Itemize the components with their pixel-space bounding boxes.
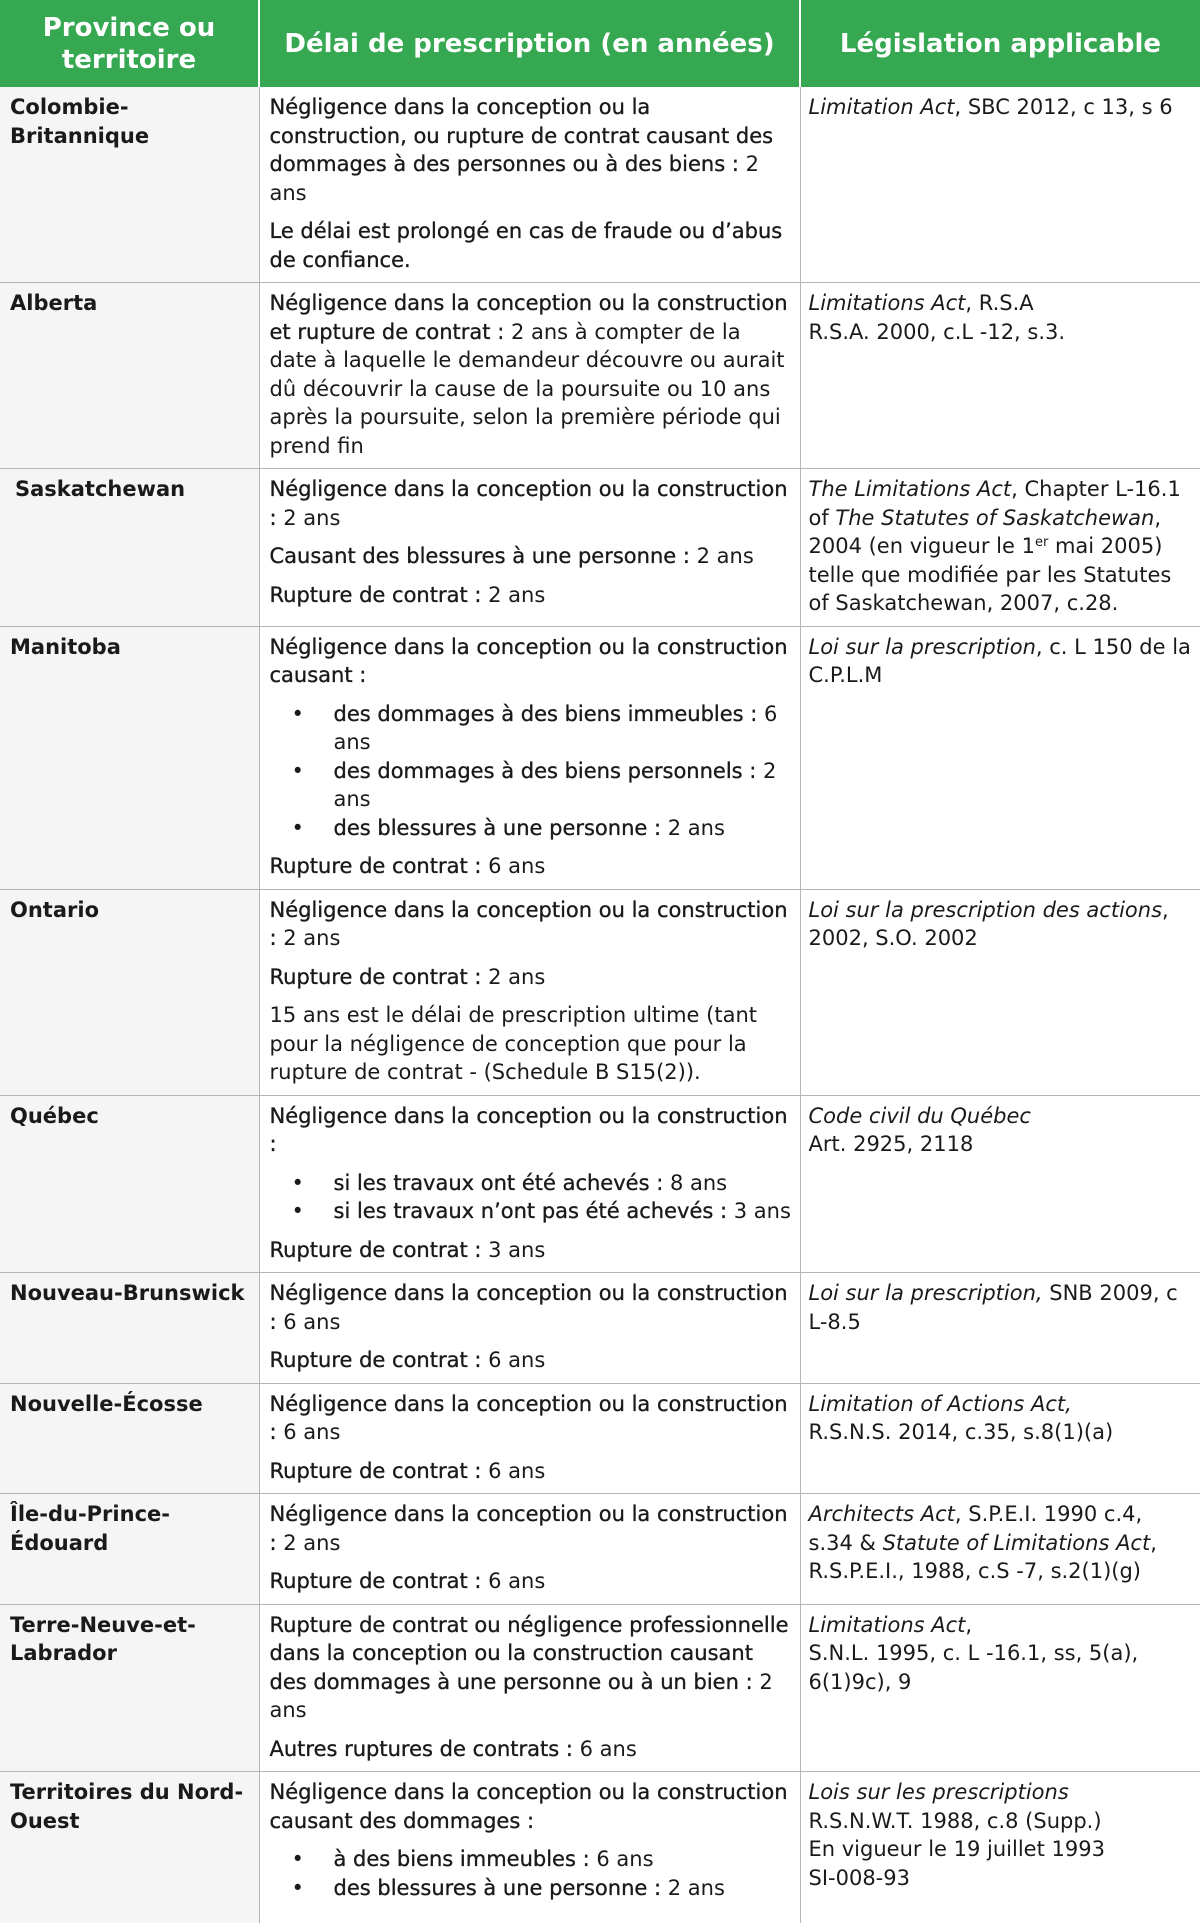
delai-value: 6 ans <box>333 701 778 754</box>
legislation-text-2: , R.S.P.E.I., 1988, c.S -7, s.2(1)(g) <box>808 1530 1157 1583</box>
delai-label: Rupture de contrat : <box>269 582 482 607</box>
delai-cell <box>259 1494 800 1605</box>
table-row <box>0 889 1200 1095</box>
delai-value: 6 ans <box>481 1569 546 1593</box>
legislation-text: , 2002, S.O. 2002 <box>808 897 1169 950</box>
delai-paragraph <box>270 963 792 992</box>
legislation-cell <box>800 1772 1200 1923</box>
legislation-text-3: mai 2005) telle que modifiée par les Statutes of Saskatchewan, 2007, c.28. <box>808 534 1172 615</box>
delai-value: 2 ans <box>333 758 777 811</box>
legislation-cell <box>800 469 1200 627</box>
legislation-title: Limitations Act <box>808 291 966 315</box>
delai-label: Négligence dans la conception ou la construction causant des dommages : <box>269 1780 788 1833</box>
list-item <box>270 1197 792 1226</box>
list-item <box>270 1845 792 1874</box>
legislation-title: Limitation of Actions Act, <box>808 1391 1072 1416</box>
delai-label: si les travaux n’ont pas été achevés : <box>333 1199 728 1223</box>
legislation-line: En vigueur le 19 juillet 1993 <box>808 1837 1105 1861</box>
delai-label: Négligence dans la conception ou la construction : <box>269 1391 788 1444</box>
province-cell: Québec <box>0 1095 259 1273</box>
delai-value: 2 ans <box>661 815 725 840</box>
legislation-cell <box>800 87 1200 283</box>
delai-value: 3 ans <box>727 1199 791 1223</box>
delai-label: Rupture de contrat : <box>269 854 482 878</box>
delai-value: 2 ans <box>481 582 546 607</box>
table-row <box>0 1383 1200 1494</box>
delai-label: Rupture de contrat ou négligence professionnelle dans la conception ou la construction causant des dommages à une personne ou à un bien : <box>269 1612 789 1694</box>
delai-label: Négligence dans la conception ou la construction et rupture de contrat : <box>269 291 788 344</box>
delai-value: 6 ans <box>276 1420 341 1444</box>
list-item <box>270 700 792 757</box>
legislation-line: S.N.L. 1995, c. L -16.1, ss, 5(a), 6(1)9c), 9 <box>808 1641 1139 1694</box>
header-province: Province ou territoire <box>0 0 259 87</box>
legislation-text: SNB 2009, c L-8.5 <box>808 1281 1178 1334</box>
list-item <box>270 1874 792 1903</box>
delai-cell <box>259 87 800 283</box>
legislation-title: Limitations Act <box>808 1612 966 1637</box>
delai-paragraph <box>270 1611 792 1725</box>
delai-label: Autres ruptures de contrats : <box>269 1736 573 1761</box>
delai-paragraph <box>270 1390 792 1447</box>
delai-cell <box>259 1095 800 1273</box>
list-item <box>270 1169 792 1198</box>
legislation-line: R.S.A. 2000, c.L -12, s.3. <box>808 319 1066 344</box>
delai-paragraph <box>270 1500 792 1557</box>
header-delai: Délai de prescription (en années) <box>259 0 800 87</box>
delai-cell <box>259 1772 800 1923</box>
header-legislation: Législation applicable <box>800 0 1200 87</box>
table-row <box>0 283 1200 469</box>
delai-value: 2 ans <box>689 544 754 568</box>
legislation-text-2: , 2004 (en vigueur le 1 <box>808 505 1162 558</box>
delai-bullet-list <box>270 1845 792 1902</box>
delai-label: Rupture de contrat : <box>269 1569 482 1593</box>
legislation-cell <box>800 1383 1200 1494</box>
legislation-line: Art. 2925, 2118 <box>808 1132 974 1156</box>
delai-intro <box>270 1778 792 1835</box>
province-cell: Colombie-Britannique <box>0 87 259 283</box>
table-row <box>0 1772 1200 1923</box>
legislation-title: Loi sur la prescription des actions <box>808 897 1163 922</box>
delai-paragraph <box>270 217 792 274</box>
delai-intro <box>270 633 792 690</box>
delai-value: 6 ans <box>276 1309 341 1334</box>
delai-label: des dommages à des biens immeubles : <box>333 701 758 726</box>
legislation-title: Lois sur les prescriptions <box>808 1780 1069 1804</box>
delai-label: Négligence dans la conception ou la construction : <box>269 897 788 950</box>
delai-label: Négligence dans la conception ou la construction causant : <box>269 634 788 687</box>
legislation-title-2: Statute of Limitations Act <box>882 1530 1151 1555</box>
province-cell: Nouveau-Brunswick <box>0 1273 259 1384</box>
delai-value: 2 ans à compter de la date à laquelle le demandeur découvre ou aurait dû découvrir la cause de la poursuite ou 10 ans après la poursuite, selon la première période qui prend fin <box>269 319 785 458</box>
legislation-title: Loi sur la prescription <box>808 634 1036 659</box>
delai-paragraph <box>270 581 792 610</box>
province-cell: Île-du-Prince-Édouard <box>0 1494 259 1605</box>
delai-value: 3 ans <box>481 1237 546 1262</box>
list-item <box>270 757 792 814</box>
delai-label: Négligence dans la conception ou la construction : <box>269 1281 788 1334</box>
delai-paragraph <box>270 542 792 571</box>
delai-paragraph <box>270 1457 792 1486</box>
province-cell: Nouvelle-Écosse <box>0 1383 259 1494</box>
delai-label: Négligence dans la conception ou la construction, ou rupture de contrat causant des dommages à des personnes ou à des biens : <box>269 95 774 176</box>
delai-cell <box>259 1273 800 1384</box>
delai-label: Négligence dans la conception ou la construction : <box>269 1103 788 1156</box>
delai-paragraph <box>270 475 792 532</box>
delai-label: Rupture de contrat : <box>269 1348 482 1372</box>
legislation-title: Loi sur la prescription, <box>808 1281 1043 1305</box>
delai-label: Négligence dans la conception ou la construction : <box>269 477 788 530</box>
legislation-text: , c. L 150 de la C.P.L.M <box>808 634 1191 687</box>
delai-paragraph <box>270 1346 792 1375</box>
delai-paragraph <box>270 1236 792 1265</box>
province-cell: Saskatchewan <box>0 469 259 627</box>
legislation-title: Architects Act <box>808 1502 955 1526</box>
delai-label: des blessures à une personne : <box>333 815 662 840</box>
delai-label: Le délai est prolongé en cas de fraude ou d’abus de confiance. <box>269 219 783 272</box>
province-cell: Terre-Neuve-et-Labrador <box>0 1604 259 1772</box>
province-cell: Ontario <box>0 889 259 1095</box>
delai-value: 2 ans <box>276 505 341 530</box>
legislation-text: , S.P.E.I. 1990 c.4, s.34 & <box>808 1502 1143 1555</box>
legislation-title-2: The Statutes of Saskatchewan <box>835 505 1155 530</box>
delai-cell <box>259 469 800 627</box>
delai-value: 8 ans <box>663 1170 728 1195</box>
legislation-cell <box>800 626 1200 889</box>
delai-paragraph <box>270 1735 792 1764</box>
delai-value: 2 ans <box>661 1875 725 1900</box>
delai-cell <box>259 626 800 889</box>
delai-label: des blessures à une personne : <box>333 1875 662 1900</box>
legislation-title: Limitation Act <box>808 95 955 119</box>
table-row <box>0 1494 1200 1605</box>
delai-value: 15 ans est le délai de prescription ultime (tant pour la négligence de conception que pour la rupture de contrat - (Schedule B S15(2)). <box>269 1003 757 1084</box>
legislation-cell <box>800 283 1200 469</box>
legislation-title: The Limitations Act <box>808 477 1012 501</box>
legislation-text: , Chapter L-16.1 of <box>808 477 1181 530</box>
legislation-line: SI-008-93 <box>808 1865 910 1890</box>
legislation-text: , R.S.A <box>965 291 1034 315</box>
legislation-line: R.S.N.S. 2014, c.35, s.8(1)(a) <box>808 1420 1114 1444</box>
delai-value: 2 ans <box>481 964 546 989</box>
delai-label: Rupture de contrat : <box>269 1458 482 1483</box>
delai-label: Causant des blessures à une personne : <box>269 544 690 568</box>
legislation-cell <box>800 1604 1200 1772</box>
delai-paragraph <box>270 289 792 460</box>
delai-value: 2 ans <box>269 152 759 205</box>
table-row <box>0 1604 1200 1772</box>
legislation-cell <box>800 1095 1200 1273</box>
delai-label: Négligence dans la conception ou la construction : <box>269 1502 788 1555</box>
delai-paragraph <box>270 1279 792 1336</box>
delai-cell <box>259 283 800 469</box>
delai-cell <box>259 889 800 1095</box>
legislation-cell <box>800 1273 1200 1384</box>
legislation-cell <box>800 889 1200 1095</box>
delai-value: 6 ans <box>481 854 546 878</box>
delai-paragraph <box>270 93 792 207</box>
header-row <box>0 0 1200 87</box>
delai-bullet-list <box>270 1169 792 1226</box>
delai-value: 6 ans <box>572 1736 637 1761</box>
delai-value: 2 ans <box>269 1669 773 1722</box>
table-row <box>0 1095 1200 1273</box>
table-row <box>0 87 1200 283</box>
delai-cell <box>259 1383 800 1494</box>
delai-paragraph <box>270 1567 792 1596</box>
delai-value: 2 ans <box>276 1530 341 1555</box>
province-cell: Alberta <box>0 283 259 469</box>
province-cell: Manitoba <box>0 626 259 889</box>
delai-paragraph <box>270 852 792 881</box>
delai-intro <box>270 1102 792 1159</box>
delai-label: Rupture de contrat : <box>269 964 482 989</box>
delai-bullet-list <box>270 700 792 843</box>
province-cell: Territoires du Nord-Ouest <box>0 1772 259 1923</box>
delai-value: 6 ans <box>589 1847 654 1871</box>
table-row <box>0 469 1200 627</box>
legislation-text: , SBC 2012, c 13, s 6 <box>954 95 1173 119</box>
delai-value: 2 ans <box>276 926 341 950</box>
delai-paragraph <box>270 1001 792 1087</box>
legislation-cell <box>800 1494 1200 1605</box>
delai-label: Rupture de contrat : <box>269 1237 482 1262</box>
legislation-superscript: er <box>1034 535 1049 550</box>
delai-label: si les travaux ont été achevés : <box>333 1170 664 1195</box>
delai-label: des dommages à des biens personnels : <box>333 758 757 783</box>
delai-value: 6 ans <box>481 1348 546 1372</box>
table-row <box>0 626 1200 889</box>
legislation-line: R.S.N.W.T. 1988, c.8 (Supp.) <box>808 1808 1102 1833</box>
legislation-title: Code civil du Québec <box>808 1103 1031 1128</box>
list-item <box>270 814 792 843</box>
delai-paragraph <box>270 896 792 953</box>
table-row <box>0 1273 1200 1384</box>
legislation-text: , <box>965 1612 973 1637</box>
delai-value: 6 ans <box>481 1458 546 1483</box>
delai-label: à des biens immeubles : <box>333 1847 590 1871</box>
delai-cell <box>259 1604 800 1772</box>
